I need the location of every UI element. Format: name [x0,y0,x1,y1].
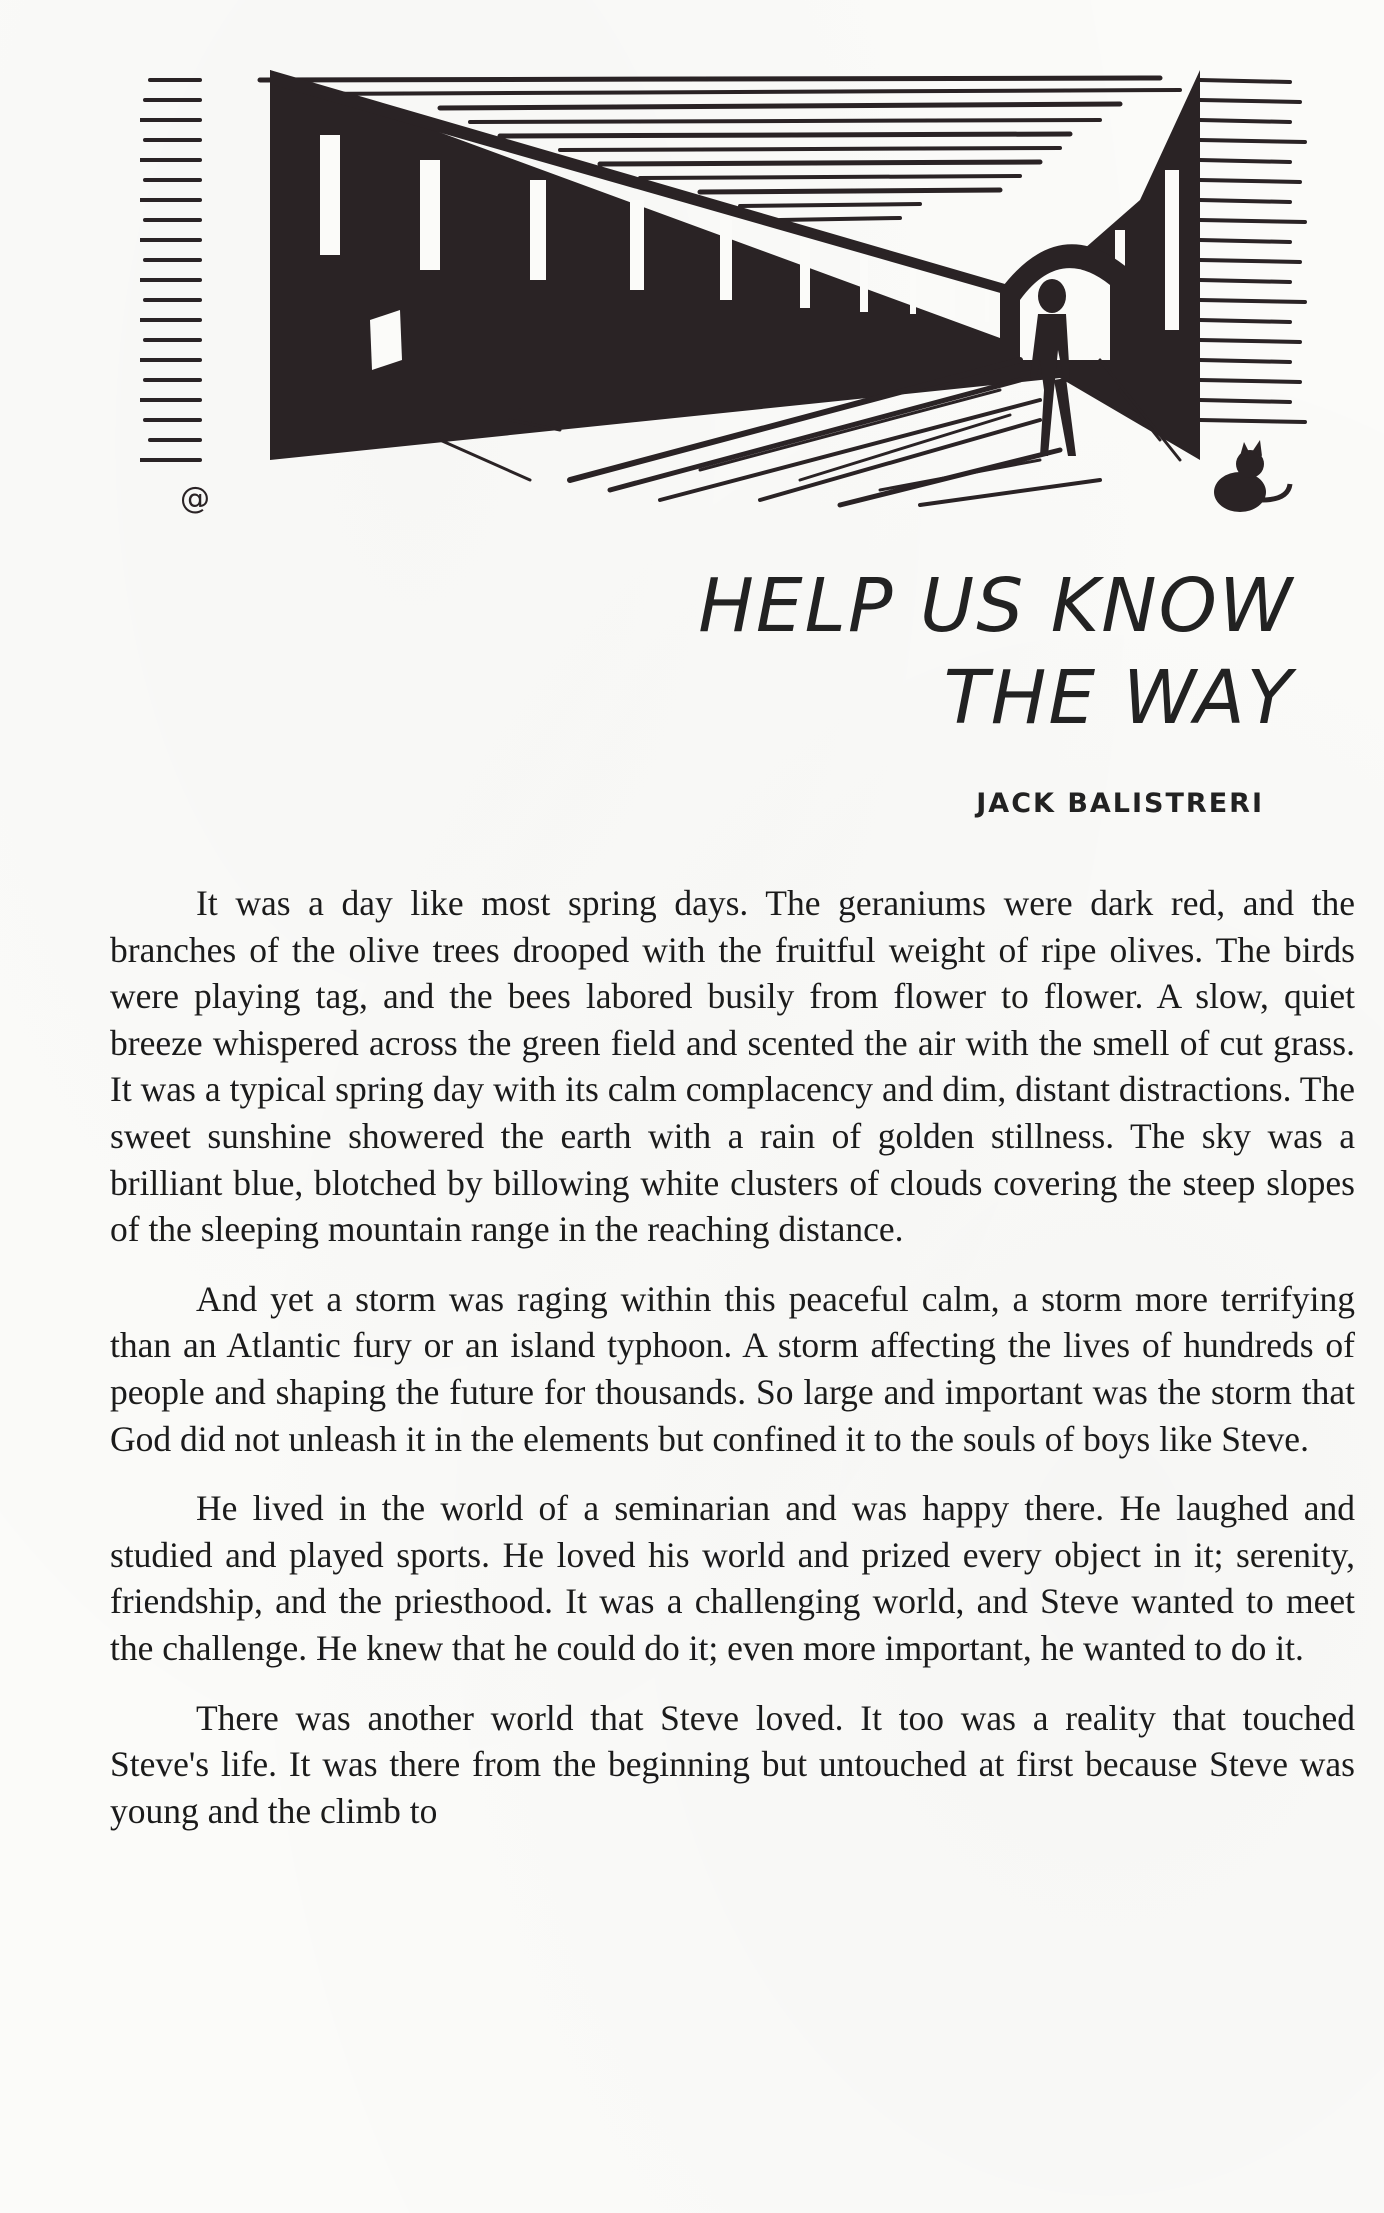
article-title [698,560,1294,744]
paragraph-2: And yet a storm was raging within this peaceful calm, a storm more terrifying than an Atlantic fury or an island typhoon. A storm affecting the lives of hundreds of people and shaping the future for thousands. So large and important was the storm that God did not unleash it in the elements but confined it to the souls of boys like Steve. [110,1278,1355,1459]
paragraph-3: He lived in the world of a seminarian and was happy there. He laughed and studied and played sports. He loved his world and prized every object in it; serenity, friendship, and the priesthood. It was a challenging world, and Steve wanted to meet the challenge. He knew that he could do it; even more important, he wanted to do it. [110,1488,1355,1668]
illustration-signature: @ [180,481,210,516]
title-line-1: HELP US KNOW [698,563,1294,649]
title-line-2: THE WAY [943,655,1294,741]
paragraph-1: It was a day like most spring days. The geraniums were dark red, and the branches of the olive trees drooped with the fruitful weight of ripe olives. The birds were playing tag, and the bees labored busily from flower to flower. A slow, quiet breeze whispered across the green field and scented the air with the smell of cut grass. It was a typical spring day with its calm complacency and dim, distant distractions. The sweet sunshine showered the earth with a rain of golden stillness. The sky was a brilliant blue, blotched by billowing white clusters of clouds covering the steep slopes of the sleeping mountain range in the reaching distance. [110,883,1355,1250]
author-byline: JACK BALISTRERI [976,788,1264,819]
paragraph-4: There was another world that Steve loved. It too was a reality that touched Steve's life. It was there from the beginning but untouched at first because Steve was young and the climb to [110,1697,1355,1831]
corridor-illustration [140,60,1320,520]
article-body [110,880,1355,1857]
